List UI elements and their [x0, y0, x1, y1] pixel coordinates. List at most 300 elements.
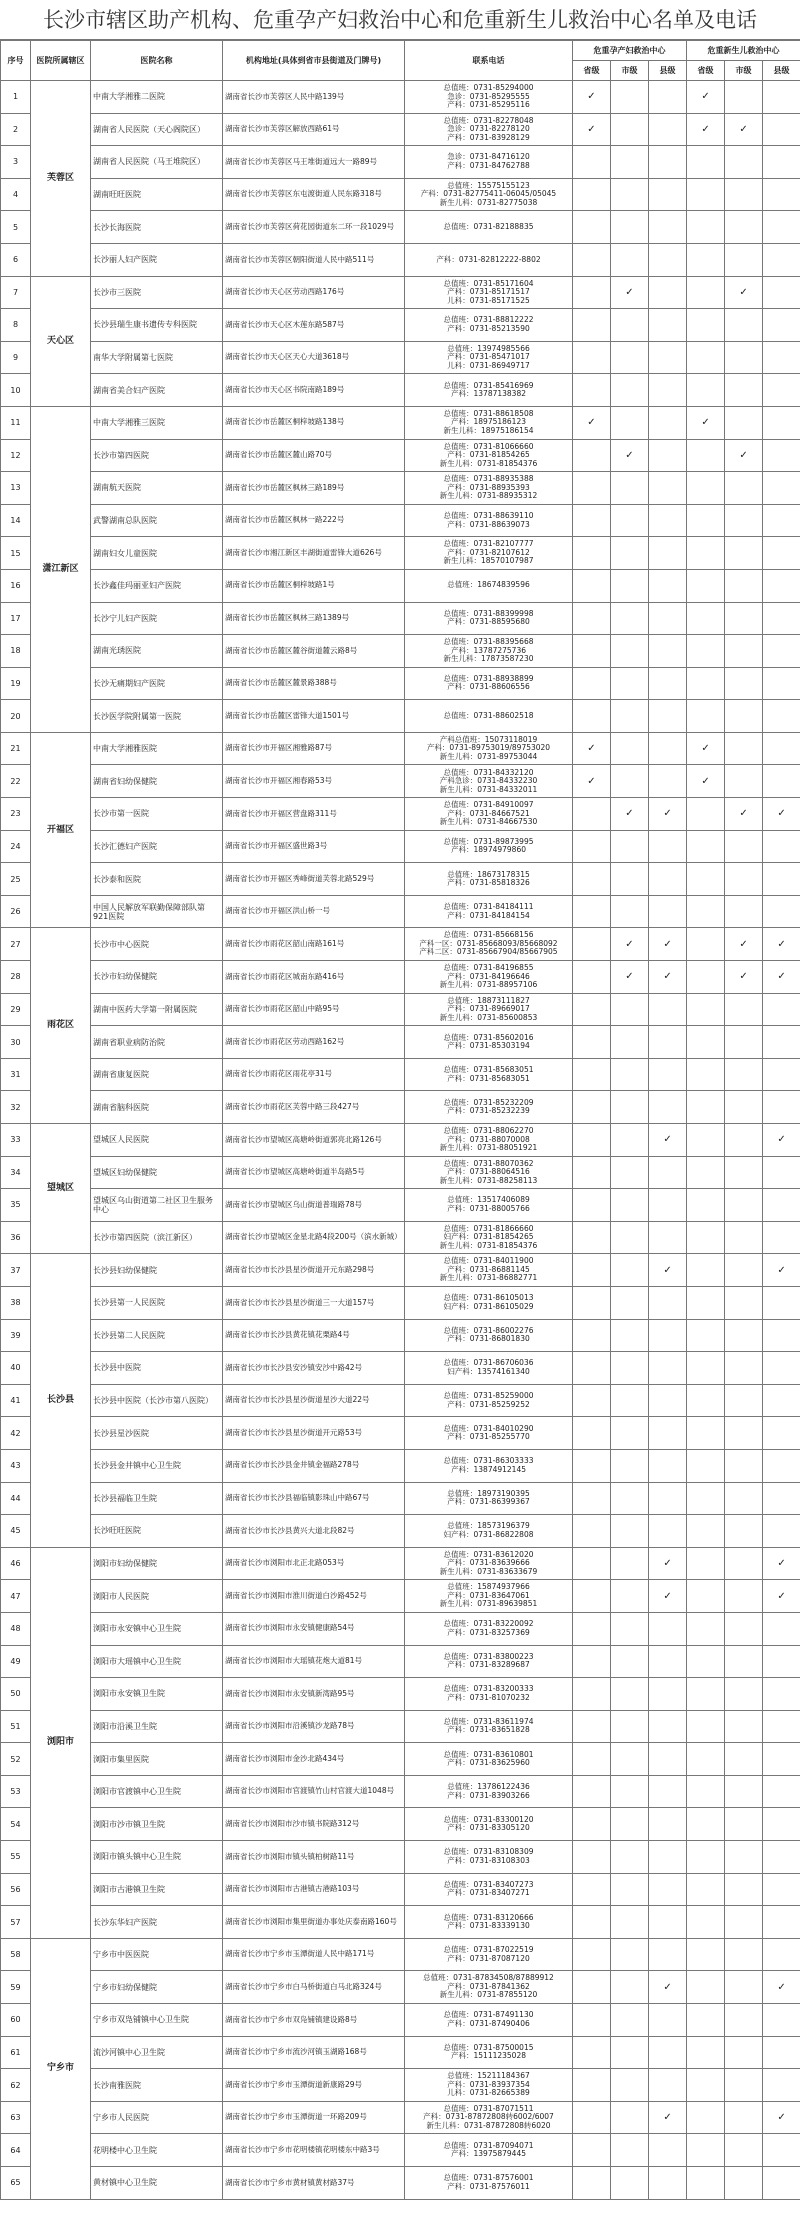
hospital-address: 湖南省长沙市开福区盛世路3号 [223, 830, 405, 863]
table-row [1, 830, 800, 863]
hospital-name: 长沙县第二人民医院 [91, 1319, 223, 1352]
newborn-county-cell [763, 1156, 800, 1189]
hospital-name: 长沙旺旺医院 [91, 1515, 223, 1548]
phone-line: 总值班：0731-83800223 [443, 1651, 534, 1661]
newborn-county-cell [763, 895, 800, 928]
phone-line: 总值班：0731-85171604 [443, 278, 534, 288]
phone-line: 产科：0731-89669017 [447, 1004, 530, 1014]
phone-line: 总值班：0731-88618508 [443, 408, 534, 418]
maternal-county-cell [649, 1938, 687, 1971]
maternal-prov-cell [573, 1612, 611, 1645]
row-number: 3 [1, 146, 31, 179]
hospital-address: 湖南省长沙市天心区劳动西路176号 [223, 276, 405, 309]
newborn-prov-cell [687, 243, 725, 276]
newborn-prov-cell [687, 2101, 725, 2134]
phone-line: 产科：0731-83305120 [447, 1823, 530, 1833]
newborn-county-cell [763, 1971, 800, 2004]
hospital-name: 湖南省脑科医院 [91, 1091, 223, 1124]
phone-line: 总值班：0731-83612020 [443, 1549, 534, 1559]
newborn-city-cell [725, 1449, 763, 1482]
phone-line: 总值班：0731-87094071 [443, 2140, 534, 2150]
maternal-city-cell [611, 1384, 649, 1417]
phone-line: 产科：0731-88064516 [447, 1167, 530, 1177]
header-level-county: 县级 [763, 61, 800, 81]
phone-line: 总值班：0731-84196855 [443, 963, 534, 973]
maternal-city-cell [611, 961, 649, 994]
phone-line: 总值班：0731-83300120 [443, 1814, 534, 1824]
table-row [1, 1156, 800, 1189]
hospital-address: 湖南省长沙市雨花区雨花亭31号 [223, 1058, 405, 1091]
phone-line: 总值班：0731-88812222 [443, 315, 534, 325]
check-icon: ✓ [701, 123, 710, 135]
hospital-address: 湖南省长沙市长沙县星沙街道开元路53号 [223, 1417, 405, 1450]
phone-line: 产科：0731-87872808转6002/6007 [423, 2112, 554, 2122]
phone-line: 总值班：0731-87491130 [443, 2010, 534, 2020]
newborn-county-cell [763, 2036, 800, 2069]
maternal-city-cell [611, 2167, 649, 2200]
maternal-prov-cell [573, 1482, 611, 1515]
maternal-county-cell [649, 1286, 687, 1319]
maternal-city-cell [611, 504, 649, 537]
newborn-prov-cell [687, 113, 725, 146]
hospital-address: 湖南省长沙市浏阳市永安镇新湾路95号 [223, 1678, 405, 1711]
phone-line: 急诊：0731-82278120 [447, 124, 530, 134]
hospital-address: 湖南省长沙市开福区洪山桥一号 [223, 895, 405, 928]
maternal-prov-cell [573, 1938, 611, 1971]
phone-line: 产科：15111235028 [451, 2051, 526, 2061]
check-icon: ✓ [663, 938, 672, 950]
row-number: 6 [1, 243, 31, 276]
newborn-county-cell [763, 569, 800, 602]
table-row [1, 1971, 800, 2004]
table-row [1, 1221, 800, 1254]
maternal-prov-cell [573, 146, 611, 179]
phone-line: 产科：0731-86801830 [447, 1334, 530, 1344]
row-number: 24 [1, 830, 31, 863]
maternal-city-cell [611, 1906, 649, 1939]
check-icon: ✓ [739, 808, 748, 820]
row-number: 47 [1, 1580, 31, 1613]
maternal-county-cell [649, 1515, 687, 1548]
district-name: 潇江新区 [31, 406, 91, 732]
check-icon: ✓ [587, 91, 596, 103]
hospital-name: 湖南省人民医院（天心阁院区） [91, 113, 223, 146]
hospital-address: 湖南省长沙市岳麓区枫林三路1389号 [223, 602, 405, 635]
newborn-prov-cell [687, 211, 725, 244]
hospital-phone [405, 863, 573, 896]
hospital-phone [405, 2167, 573, 2200]
newborn-city-cell [725, 667, 763, 700]
newborn-prov-cell [687, 1221, 725, 1254]
newborn-city-cell [725, 1906, 763, 1939]
hospital-phone [405, 1971, 573, 2004]
phone-line: 总值班：13786122436 [447, 1782, 530, 1792]
phone-line: 总值班：0731-85232209 [443, 1097, 534, 1107]
row-number: 4 [1, 178, 31, 211]
phone-line: 产科：18975186123 [451, 417, 526, 427]
hospital-name: 浏阳市集里医院 [91, 1743, 223, 1776]
header-level-city: 市级 [611, 61, 649, 81]
check-icon: ✓ [777, 938, 786, 950]
newborn-city-cell [725, 863, 763, 896]
row-number: 10 [1, 374, 31, 407]
hospital-name: 长沙南雅医院 [91, 2069, 223, 2102]
phone-line: 产科：0731-83651828 [447, 1725, 530, 1735]
newborn-city-cell [725, 1645, 763, 1678]
table-row [1, 765, 800, 798]
hospital-phone [405, 1645, 573, 1678]
district-name: 雨花区 [31, 928, 91, 1124]
row-number: 35 [1, 1189, 31, 1222]
maternal-prov-cell [573, 1156, 611, 1189]
hospital-name: 望城区妇幼保健院 [91, 1156, 223, 1189]
hospital-phone [405, 1189, 573, 1222]
phone-line: 总值班：0731-83220092 [443, 1619, 534, 1629]
table-row [1, 635, 800, 668]
maternal-prov-cell [573, 635, 611, 668]
maternal-prov-cell [573, 798, 611, 831]
table-row [1, 798, 800, 831]
table-row [1, 1580, 800, 1613]
newborn-county-cell [763, 1678, 800, 1711]
district-name: 宁乡市 [31, 1938, 91, 2199]
phone-line: 总值班：0731-85668156 [443, 930, 534, 940]
hospital-name: 长沙市妇幼保健院 [91, 961, 223, 994]
hospital-address: 湖南省长沙市开福区营盘路311号 [223, 798, 405, 831]
maternal-county-cell [649, 1841, 687, 1874]
phone-line: 产科一区：0731-85668093/85668092 [419, 938, 558, 948]
newborn-city-cell [725, 374, 763, 407]
maternal-county-cell [649, 1091, 687, 1124]
hospital-phone [405, 1156, 573, 1189]
maternal-prov-cell [573, 2134, 611, 2167]
maternal-city-cell [611, 341, 649, 374]
hospital-phone [405, 1286, 573, 1319]
newborn-prov-cell [687, 1286, 725, 1319]
hospital-name: 浏阳市古港镇卫生院 [91, 1873, 223, 1906]
phone-line: 产科：0731-83257369 [447, 1627, 530, 1637]
phone-line: 总值班：0731-85602016 [443, 1032, 534, 1042]
phone-line: 新生儿科：18570107987 [443, 556, 534, 566]
phone-line: 总值班：0731-85683051 [443, 1065, 534, 1075]
hospital-phone [405, 569, 573, 602]
newborn-county-cell [763, 1938, 800, 1971]
table-row [1, 406, 800, 439]
newborn-prov-cell [687, 1710, 725, 1743]
maternal-county-cell [649, 309, 687, 342]
newborn-city-cell [725, 2069, 763, 2102]
newborn-county-cell [763, 146, 800, 179]
check-icon: ✓ [625, 808, 634, 820]
table-row [1, 1449, 800, 1482]
row-number: 28 [1, 961, 31, 994]
maternal-prov-cell [573, 1384, 611, 1417]
newborn-city-cell [725, 1808, 763, 1841]
row-number: 64 [1, 2134, 31, 2167]
phone-line: 产科：0731-87841362 [447, 1981, 530, 1991]
newborn-prov-cell [687, 635, 725, 668]
maternal-prov-cell [573, 1515, 611, 1548]
newborn-county-cell [763, 1743, 800, 1776]
row-number: 11 [1, 406, 31, 439]
phone-line: 总值班：0731-83108309 [443, 1847, 534, 1857]
table-row [1, 2004, 800, 2037]
maternal-prov-cell [573, 1124, 611, 1157]
newborn-county-cell [763, 961, 800, 994]
maternal-city-cell [611, 406, 649, 439]
row-number: 26 [1, 895, 31, 928]
row-number: 16 [1, 569, 31, 602]
newborn-city-cell [725, 765, 763, 798]
table-row [1, 1808, 800, 1841]
check-icon: ✓ [739, 971, 748, 983]
newborn-county-cell [763, 602, 800, 635]
maternal-prov-cell [573, 961, 611, 994]
hospital-phone [405, 1417, 573, 1450]
maternal-prov-cell [573, 1580, 611, 1613]
phone-line: 总值班：0731-87834508/87889912 [423, 1973, 554, 1983]
maternal-city-cell [611, 1678, 649, 1711]
newborn-prov-cell [687, 1124, 725, 1157]
check-icon: ✓ [777, 1981, 786, 1993]
newborn-city-cell [725, 2101, 763, 2134]
phone-line: 总值班：0731-83610801 [443, 1749, 534, 1759]
hospital-name: 浏阳市官渡镇中心卫生院 [91, 1775, 223, 1808]
newborn-county-cell [763, 2004, 800, 2037]
header-name: 医院名称 [91, 41, 223, 81]
maternal-county-cell [649, 1352, 687, 1385]
header-district: 医院所属辖区 [31, 41, 91, 81]
hospital-phone [405, 1710, 573, 1743]
newborn-county-cell [763, 1091, 800, 1124]
phone-line: 产科：0731-87490406 [447, 2018, 530, 2028]
maternal-prov-cell [573, 1547, 611, 1580]
phone-line: 新生儿科：18975186154 [443, 425, 534, 435]
check-icon: ✓ [777, 1134, 786, 1146]
check-icon: ✓ [777, 1264, 786, 1276]
newborn-city-cell [725, 2004, 763, 2037]
newborn-prov-cell [687, 1612, 725, 1645]
phone-line: 产科：0731-85171517 [447, 287, 530, 297]
maternal-city-cell [611, 798, 649, 831]
hospital-phone [405, 1058, 573, 1091]
maternal-county-cell [649, 1026, 687, 1059]
newborn-county-cell [763, 178, 800, 211]
hospital-address: 湖南省长沙市浏阳市镇头镇柏树路11号 [223, 1841, 405, 1874]
newborn-city-cell [725, 1873, 763, 1906]
newborn-county-cell [763, 1515, 800, 1548]
hospital-phone [405, 993, 573, 1026]
newborn-county-cell [763, 1058, 800, 1091]
hospital-phone [405, 765, 573, 798]
table-row [1, 1124, 800, 1157]
hospital-phone [405, 1352, 573, 1385]
newborn-prov-cell [687, 1482, 725, 1515]
hospital-address: 湖南省长沙市宁乡市玉潭街道人民中路171号 [223, 1938, 405, 1971]
hospital-name: 长沙泰和医院 [91, 863, 223, 896]
newborn-prov-cell [687, 1775, 725, 1808]
row-number: 32 [1, 1091, 31, 1124]
hospital-phone [405, 1938, 573, 1971]
newborn-county-cell [763, 635, 800, 668]
table-row [1, 2069, 800, 2102]
row-number: 14 [1, 504, 31, 537]
phone-line: 总值班：0731-82188835 [443, 221, 534, 231]
table-row [1, 1058, 800, 1091]
maternal-city-cell [611, 602, 649, 635]
hospital-name: 湖南航天医院 [91, 472, 223, 505]
phone-line: 产科：0731-83903266 [447, 1790, 530, 1800]
phone-line: 产科：0731-84762788 [447, 160, 530, 170]
maternal-prov-cell [573, 569, 611, 602]
table-row [1, 1286, 800, 1319]
maternal-prov-cell [573, 830, 611, 863]
phone-line: 总值班：0731-89873995 [443, 836, 534, 846]
newborn-city-cell [725, 406, 763, 439]
check-icon: ✓ [739, 123, 748, 135]
maternal-city-cell [611, 1254, 649, 1287]
newborn-city-cell [725, 1678, 763, 1711]
maternal-prov-cell [573, 341, 611, 374]
newborn-prov-cell [687, 2036, 725, 2069]
table-row [1, 1417, 800, 1450]
hospital-name: 浏阳市镇头镇中心卫生院 [91, 1841, 223, 1874]
newborn-prov-cell [687, 1841, 725, 1874]
maternal-county-cell [649, 1808, 687, 1841]
newborn-county-cell [763, 2101, 800, 2134]
newborn-city-cell [725, 2167, 763, 2200]
table-row [1, 1873, 800, 1906]
newborn-prov-cell [687, 928, 725, 961]
newborn-prov-cell [687, 1091, 725, 1124]
phone-line: 产科：0731-89753019/89753020 [426, 743, 551, 753]
phone-line: 产科：0731-84667521 [447, 808, 530, 818]
phone-line: 产科：0731-88639073 [447, 519, 530, 529]
hospital-address: 湖南省长沙市岳麓区桐梓坡路1号 [223, 569, 405, 602]
newborn-prov-cell [687, 1645, 725, 1678]
hospital-address: 湖南省长沙市芙蓉区东屯渡街道人民东路318号 [223, 178, 405, 211]
newborn-county-cell [763, 276, 800, 309]
table-row [1, 1515, 800, 1548]
phone-line: 总值班：0731-84010290 [443, 1423, 534, 1433]
maternal-city-cell [611, 1873, 649, 1906]
phone-line: 产科：0731-84184154 [447, 910, 530, 920]
row-number: 42 [1, 1417, 31, 1450]
maternal-county-cell [649, 1319, 687, 1352]
newborn-county-cell [763, 374, 800, 407]
newborn-city-cell [725, 211, 763, 244]
row-number: 45 [1, 1515, 31, 1548]
maternal-city-cell [611, 146, 649, 179]
newborn-prov-cell [687, 1189, 725, 1222]
newborn-city-cell [725, 341, 763, 374]
row-number: 15 [1, 537, 31, 570]
maternal-prov-cell [573, 1091, 611, 1124]
phone-line: 总值班：0731-87576001 [443, 2173, 534, 2183]
check-icon: ✓ [587, 775, 596, 787]
maternal-prov-cell [573, 667, 611, 700]
phone-line: 急诊：0731-85295555 [447, 91, 530, 101]
phone-line: 儿科：0731-82665389 [447, 2088, 530, 2098]
hospital-address: 湖南省长沙市雨花区韶山南路161号 [223, 928, 405, 961]
check-icon: ✓ [663, 1590, 672, 1602]
maternal-city-cell [611, 276, 649, 309]
phone-line: 产科：0731-86399367 [447, 1497, 530, 1507]
table-row [1, 1841, 800, 1874]
maternal-prov-cell [573, 765, 611, 798]
phone-line: 产科：13975879445 [451, 2149, 526, 2159]
newborn-prov-cell [687, 961, 725, 994]
maternal-prov-cell [573, 439, 611, 472]
maternal-prov-cell [573, 1743, 611, 1776]
hospital-address: 湖南省长沙市岳麓区麓景路388号 [223, 667, 405, 700]
phone-line: 产科：0731-85259252 [447, 1399, 530, 1409]
phone-line: 总值班：0731-84332120 [443, 767, 534, 777]
newborn-county-cell [763, 928, 800, 961]
table-row [1, 1547, 800, 1580]
newborn-prov-cell [687, 1547, 725, 1580]
newborn-city-cell [725, 1743, 763, 1776]
newborn-city-cell [725, 1841, 763, 1874]
maternal-county-cell [649, 1547, 687, 1580]
maternal-city-cell [611, 1645, 649, 1678]
hospital-address: 湖南省长沙市浏阳市永安镇健康路54号 [223, 1612, 405, 1645]
maternal-prov-cell [573, 1286, 611, 1319]
phone-line: 总值班：0731-82107777 [443, 539, 534, 549]
phone-line: 总值班：0731-81066660 [443, 441, 534, 451]
newborn-prov-cell [687, 1254, 725, 1287]
newborn-city-cell [725, 243, 763, 276]
phone-line: 产科急诊：0731-84332230 [439, 776, 538, 786]
maternal-city-cell [611, 895, 649, 928]
hospital-table [0, 40, 800, 2200]
maternal-county-cell [649, 2036, 687, 2069]
hospital-name: 长沙汇德妇产医院 [91, 830, 223, 863]
newborn-city-cell [725, 1547, 763, 1580]
hospital-phone [405, 1678, 573, 1711]
newborn-county-cell [763, 472, 800, 505]
maternal-county-cell [649, 732, 687, 765]
phone-line: 新生儿科：0731-87855120 [439, 1990, 538, 2000]
newborn-city-cell [725, 1938, 763, 1971]
hospital-address: 湖南省长沙市岳麓区枫林一路222号 [223, 504, 405, 537]
newborn-county-cell [763, 732, 800, 765]
newborn-county-cell [763, 1026, 800, 1059]
table-row [1, 895, 800, 928]
hospital-phone [405, 1841, 573, 1874]
row-number: 36 [1, 1221, 31, 1254]
hospital-phone [405, 928, 573, 961]
newborn-prov-cell [687, 439, 725, 472]
maternal-prov-cell [573, 1352, 611, 1385]
newborn-county-cell [763, 1352, 800, 1385]
hospital-phone [405, 341, 573, 374]
newborn-city-cell [725, 1091, 763, 1124]
row-number: 60 [1, 2004, 31, 2037]
maternal-city-cell [611, 1449, 649, 1482]
hospital-name: 中国人民解放军联勤保障部队第921医院 [91, 895, 223, 928]
hospital-phone [405, 798, 573, 831]
row-number: 1 [1, 81, 31, 114]
row-number: 65 [1, 2167, 31, 2200]
newborn-county-cell [763, 504, 800, 537]
hospital-name: 浏阳市大瑶镇中心卫生院 [91, 1645, 223, 1678]
newborn-city-cell [725, 472, 763, 505]
maternal-prov-cell [573, 863, 611, 896]
maternal-county-cell [649, 1221, 687, 1254]
table-row [1, 276, 800, 309]
phone-line: 总值班：0731-85294000 [443, 83, 534, 93]
